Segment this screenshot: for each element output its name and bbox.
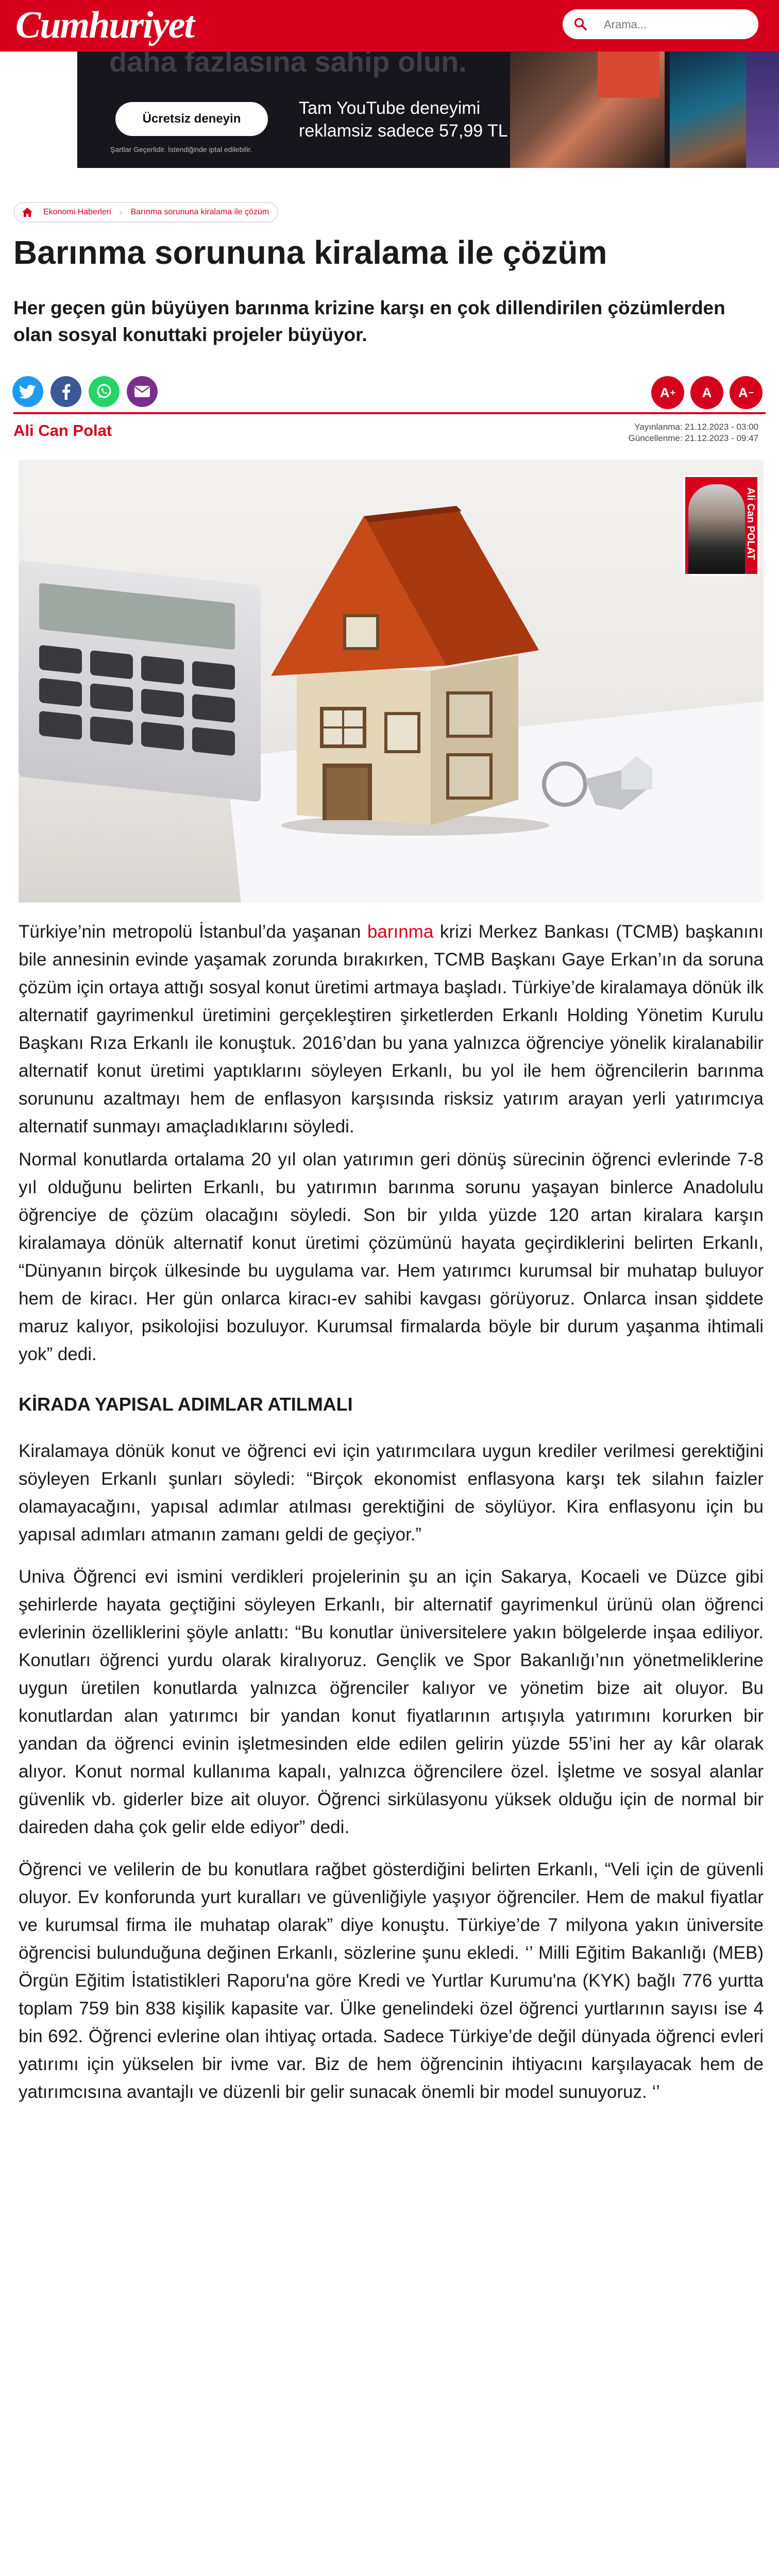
- font-reset-button[interactable]: [690, 376, 723, 409]
- author-photo-label: Ali Can POLAT: [745, 487, 756, 560]
- article-title: Barınma sorununa kiralama ile çözüm: [13, 234, 607, 271]
- article-dates: [629, 421, 758, 444]
- paragraph-text: Türkiye’nin metropolü İstanbul’da yaşanan: [19, 922, 367, 942]
- breadcrumb-separator: ›: [119, 207, 123, 217]
- author-name[interactable]: Ali Can Polat: [13, 421, 112, 439]
- ad-small-print: Şartlar Geçerlidir. İstendiğinde iptal edilebilir.: [110, 145, 252, 154]
- article-body: [19, 918, 764, 2111]
- font-increase-button[interactable]: A +: [651, 376, 684, 409]
- facebook-icon: [61, 383, 71, 400]
- paragraph: Univa Öğrenci evi ismini verdikleri projelerinin şu an için Sakarya, Kocaeli ve Düzce gibi şehirlerde hayata geçtiğini söyleyen Erkanlı, bir alternatif gayrimenkul ürünü olan öğrenci evlerinin özelliklerini şöyle anlattı: “Bu konutlar üniversitelere yakın bölgelerde inşaa ediliyor. Konutları öğrenci yurdu olarak kiralıyoruz. Gençlik ve Spor Bakanlığı’nın yönetmeliklerine uygun üretilen konutlarda yalnızca öğrenciler kalıyor ve yönetim bize ait oluyor. Bu konutlardan alan yatırımcı bir yandan konut fiyatlarının artışıyla yatırımını korurken bir yandan da öğrenci evinin işletmesinden elde edilen gelirin yüzde 55’ini her ay kâr olarak alıyor. Konut normal kullanıma kapalı, yalnızca öğrencilere özel. İşletme ve sosyal alanlar güvenlik vb. giderler bize ait oluyor. Öğrenci sirkülasyonu yüksek olduğu için de normal bir daireden daha çok gelir elde ediyor” dedi.: [19, 1567, 764, 1837]
- ad-image: [746, 52, 779, 168]
- breadcrumb-item[interactable]: Barınma sorununa kiralama ile çözüm: [130, 208, 269, 216]
- share-buttons: [12, 376, 158, 407]
- paragraph-text: krizi Merkez Bankası (TCMB) başkanını bile annesinin evinde yaşamak zorunda bırakırken, TCMB Başkanı Gaye Erkan’ın da soruna çözüm için ortaya attığı sosyal konut üretimi artmaya başladı. Türkiye’de kiralamaya dönük ilk alternatif gayrimenkul üretimini gerçekleştiren şirketlerden Erkanlı Holding Yönetim Kurulu Başkanı Rıza Erkanlı ile konuştuk. 2016’dan bu yana yalnızca öğrenciye yönelik kiralanabilir alternatif konut üretimi yaptıklarını söyleyen Erkanlı, bu yol ile hem öğrencilerin barınma sorununu azaltmayı hem de enflasyon karşısında risksiz yatırım arayan yerli yatırımcıya alternatif sunmayı amaçladıklarını söyledi.: [19, 922, 764, 1137]
- calculator-image: [19, 560, 261, 802]
- ad-cta-button[interactable]: Ücretsiz deneyin: [115, 102, 268, 136]
- header-divider: [13, 412, 766, 414]
- house-model-image: [261, 496, 549, 836]
- paragraph: Öğrenci ve velilerin de bu konutlara rağbet gösterdiğini belirten Erkanlı, “Veli için de güvenli oluyor. Ev konforunda yurt kuralları ve güvenliğiyle yaşıyor öğrenciler. Hem de makul fiyatlar ve kurumsal firma ile muhatap olarak” diye konuştu. Türkiye’de 7 milyona yakın üniversite öğrencisi bulunduğuna değinen Erkanlı, sözlerine şunu ekledi. ‘’ Milli Eğitim Bakanlığı (MEB) Örgün Eğitim İstatistikleri Raporu'na göre Kredi ve Yurtlar Kurumu'na (KYK) bağlı 776 yurtta toplam 759 bin 838 kişilik kapasite var. Ülke genelindeki özel öğrenci yurtlarının sayısı ise 4 bin 692. Öğrenci evlerine olan ihtiyaç ortada. Sadece Türkiye’de değil dünyada öğrenci evleri yatırımı için yükselen bir ivme var. Biz de hem öğrencinin ihtiyacını karşılayacak hem de yatırımcısına avantajlı ve düzenli bir gelir sunacak önemli bir model sunuyoruz. ‘’: [19, 1859, 764, 2102]
- breadcrumb: [13, 202, 278, 223]
- font-reset-label: A: [702, 384, 712, 400]
- ad-image: [510, 52, 665, 168]
- article-subtitle: Her geçen gün büyüyen barınma krizine karşı en çok dillendirilen çözümlerden olan sosyal konuttaki projeler büyüyor.: [13, 297, 725, 345]
- breadcrumb-item[interactable]: Ekonomi Haberleri: [43, 208, 111, 216]
- inline-link[interactable]: barınma: [367, 922, 434, 942]
- search-box[interactable]: [563, 9, 758, 39]
- published-date: Yayınlanma: 21.12.2023 - 03:00: [634, 422, 758, 432]
- facebook-share-button[interactable]: [50, 376, 81, 407]
- whatsapp-icon: [95, 383, 113, 400]
- article-image: [19, 460, 764, 903]
- section-heading: KİRADA YAPISAL ADIMLAR ATILMALI: [19, 1394, 353, 1415]
- whatsapp-share-button[interactable]: [89, 376, 120, 407]
- site-header: [0, 0, 779, 52]
- email-icon: [134, 385, 150, 398]
- keys-image: [534, 748, 657, 825]
- twitter-icon: [20, 384, 36, 399]
- ad-promo-text: Tam YouTube deneyimi reklamsiz sadece 57,99 TL: [299, 98, 508, 141]
- font-size-controls: [651, 376, 763, 409]
- site-logo[interactable]: Cumhuriyet: [15, 4, 194, 46]
- author-photo: [683, 475, 759, 576]
- paragraph: Normal konutlarda ortalama 20 yıl olan yatırımın geri dönüş sürecinin öğrenci evlerinde 7-8 yıl olduğunu belirten Erkanlı, bu yatırımın barınma sorunu yaşayan binlerce Anadolulu öğrenciye de çözüm olacağını söyledi. Son bir yılda yüzde 120 artan kiralara karşın kiralamaya dönük alternatif konut üretimi çözümünü hayata geçirdiklerini belirten Erkanlı, “Dünyanın birçok ülkesinde bu uygulama var. Hem yatırımcı kurumsal bir muhatap buluyor hem de kiracı. Her gün onlarca kiracı-ev sahibi kavgası görüyoruz. Onlarca insan şiddete maruz kalıyor, psikolojisi bozuluyor. Kurumsal firmalarda böyle bir durum yaşanma ihtimali yok” dedi.: [19, 1149, 764, 1364]
- paragraph: Kiralamaya dönük konut ve öğrenci evi için yatırımcılara uygun krediler verilmesi gerektiğini söyleyen Erkanlı şunları söyledi: “Birçok ekonomist enflasyona karşı tek silahın faizler olamayacağını, yapısal adımlar atılması gerektiğini de söylüyor. Kira enflasyonu için bu yapısal adımları atmanın zamanı geldi de geçiyor.”: [19, 1441, 764, 1545]
- ad-banner[interactable]: [77, 52, 779, 168]
- font-increase-label: A: [659, 384, 670, 400]
- search-input[interactable]: Arama...: [604, 18, 647, 31]
- twitter-share-button[interactable]: [12, 376, 43, 407]
- home-icon[interactable]: [22, 207, 33, 218]
- font-decrease-label: A: [738, 384, 748, 400]
- ad-headline: daha fazlasına sahip olun.: [109, 52, 467, 78]
- search-icon[interactable]: [574, 18, 587, 31]
- updated-date: Güncellenme: 21.12.2023 - 09:47: [628, 433, 758, 443]
- font-decrease-button[interactable]: A −: [730, 376, 763, 409]
- paragraph: [19, 918, 764, 1141]
- email-share-button[interactable]: [127, 376, 158, 407]
